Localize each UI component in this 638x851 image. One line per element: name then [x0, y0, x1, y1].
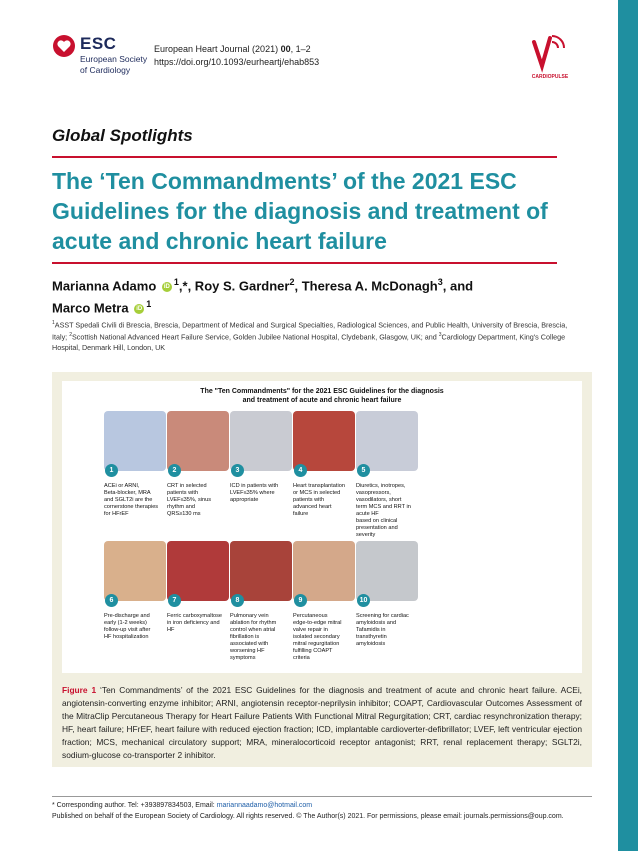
panel-illustration [104, 411, 166, 471]
author-name: Marco Metra [52, 300, 129, 316]
figure-title: The "Ten Commandments" for the 2021 ESC Guidelines for the diagnosis and treatment of acute and chronic heart failure [200, 388, 444, 404]
esc-logo [52, 34, 148, 84]
page-header [52, 34, 612, 94]
author-affil-sup: 1 [173, 277, 179, 287]
journal-side-bar [618, 0, 638, 851]
figure-panel [293, 411, 355, 518]
affil-sup: 3 [438, 332, 442, 339]
esc-subtitle: European Society of Cardiology [80, 54, 148, 75]
figure-panel [356, 411, 418, 539]
section-heading: Global Spotlights [52, 126, 193, 145]
doi-link[interactable]: https://doi.org/10.1093/eurheartj/ehab853 [154, 57, 320, 67]
esc-heart-icon [52, 34, 76, 58]
panel-text: Pulmonary vein ablation for rhythm control when atrial fibrillation is associated with worsening HF symptoms [230, 613, 277, 661]
panel-number: 1 [105, 464, 118, 477]
article-title: The ‘Ten Commandments’ of the 2021 ESC Guidelines for the diagnosis and treatment of acute and chronic heart failure [52, 168, 548, 254]
panel-illustration [230, 411, 292, 471]
panel-text: Pre-discharge and early (1-2 weeks) follow-up visit after HF hospitalization [104, 613, 151, 640]
affil-text: Scottish National Advanced Heart Failure Service, Golden Jubilee National Hospital, Clydebank, Glasgow, UK; and [71, 332, 439, 342]
panel-illustration [104, 541, 166, 601]
panel-number: 4 [294, 464, 307, 477]
footnote [52, 800, 564, 822]
caption-text: ‘Ten Commandments’ of the 2021 ESC Guidelines for the diagnosis and treatment of acute and chronic heart failure. ACEi, angiotensin-converting enzyme inhibitor; ARNI, angiotensin receptor-neprilysin inhibitor; COAPT, Cardiovascular Outcomes Assessment of the MitraClip Percutaneous Therapy for Heart Failure Patients With Functional Mitral Regurgitation; CRT, cardiac resynchronization therapy; HF, heart failure; HFrEF, heart failure with reduced ejection fraction; ICD, implantable cardioverter-defibrillator; LVEF, left ventricular ejection fraction; MCS, mechanical circulatory support; MRA, mineralocorticoid receptor antagonist; RRT, renal replacement therapy; SGLT2i, sodium-glucose co-transporter 2 inhibitor. [62, 685, 583, 760]
panel-illustration [167, 411, 229, 471]
panel-text: Screening for cardiac amyloidosis and Tafamidis in transthyretin amyloidosis [356, 613, 409, 647]
author-affil-sup: 1 [146, 299, 152, 310]
email-link[interactable]: mariannaadamo@hotmail.com [216, 802, 313, 809]
author-affil-sup: 2 [289, 277, 295, 287]
cardiopulse-icon [528, 32, 572, 74]
orcid-icon[interactable]: iD [136, 306, 143, 313]
panel-number: 10 [357, 594, 370, 607]
figure-panel [104, 541, 166, 641]
figure-graphic [62, 381, 582, 673]
affil-sup: 2 [69, 332, 72, 339]
figure-box [52, 372, 592, 767]
panel-illustration [356, 541, 418, 601]
journal-info [154, 43, 319, 69]
panel-text: Diuretics, inotropes, vasopressors, vasodilators, short term MCS and RRT in acute HF based on clinical presentation and severity [356, 483, 411, 538]
affiliations [52, 318, 582, 353]
author-name: Marianna Adamo [52, 278, 157, 294]
panel-illustration [167, 541, 229, 601]
panel-number: 5 [357, 464, 370, 477]
panel-text: Ferric carboxymaltose in iron deficiency and HF [167, 613, 223, 633]
title-bottom-rule [52, 262, 557, 264]
author-conjunction: , and [442, 278, 474, 294]
author-name: , Roy S. Gardner [187, 278, 290, 294]
panel-number: 7 [168, 594, 181, 607]
author-name: , Theresa A. McDonagh [294, 278, 438, 294]
figure-panel [230, 541, 292, 662]
panel-text: ACEi or ARNI, Beta-blocker, MRA and SGLT2i are the cornerstone therapies for HFrEF [104, 483, 159, 517]
panel-number: 9 [294, 594, 307, 607]
corresponding-mark: ,* [178, 278, 188, 294]
figure-caption [62, 684, 582, 762]
title-top-rule [52, 156, 557, 158]
author-list [52, 273, 572, 318]
cardiopulse-logo [528, 32, 572, 84]
esc-name: ESC [80, 34, 117, 53]
affil-text: ASST Spedali Civili di Brescia, Brescia, Department of Medical and Surgical Specialties, Radiological Sciences, and Public Health, University of Brescia, Brescia, Italy; [52, 320, 568, 342]
corresponding-author: * Corresponding author. Tel: +393897834503, Email: [52, 802, 217, 809]
journal-pages: , 1–2 [290, 44, 311, 54]
figure-panel [104, 411, 166, 518]
panel-number: 2 [168, 464, 181, 477]
figure-label: Figure 1 [62, 685, 97, 695]
cardiopulse-label: CARDIOPULSE [531, 74, 569, 80]
affil-text: Cardiology Department, King's College Hospital, Denmark Hill, London, UK [52, 332, 566, 352]
panel-illustration [230, 541, 292, 601]
figure-panel [356, 541, 418, 648]
orcid-icon[interactable]: iD [163, 283, 170, 290]
panel-text: Heart transplantation or MCS in selected patients with advanced heart failure [293, 483, 345, 517]
publication-notice: Published on behalf of the European Society of Cardiology. All rights reserved. © The Author(s) 2021. For permissions, please email: journals.permissions@oup.com. [52, 813, 564, 820]
figure-panel [293, 541, 355, 662]
author-affil-sup: 3 [437, 277, 443, 287]
panel-text: Percutaneous edge-to-edge mitral valve repair in isolated secondary mitral regurgitation fulfilling COAPT criteria [293, 613, 342, 661]
panel-illustration [293, 411, 355, 471]
footnote-rule [52, 796, 592, 797]
figure-panel [167, 541, 229, 634]
panel-number: 6 [105, 594, 118, 607]
panel-number: 3 [231, 464, 244, 477]
journal-issue: 00 [280, 44, 291, 54]
panel-illustration [356, 411, 418, 471]
panel-text: ICD in patients with LVEF≤35% where appropriate [230, 483, 279, 503]
panel-number: 8 [231, 594, 244, 607]
figure-panel [230, 411, 292, 504]
figure-panel [167, 411, 229, 518]
panel-illustration [293, 541, 355, 601]
affil-sup: 1 [52, 320, 55, 326]
journal-line: European Heart Journal (2021) [154, 44, 279, 54]
panel-text: CRT in selected patients with LVEF≤35%, sinus rhythm and QRS≥130 ms [167, 483, 212, 517]
